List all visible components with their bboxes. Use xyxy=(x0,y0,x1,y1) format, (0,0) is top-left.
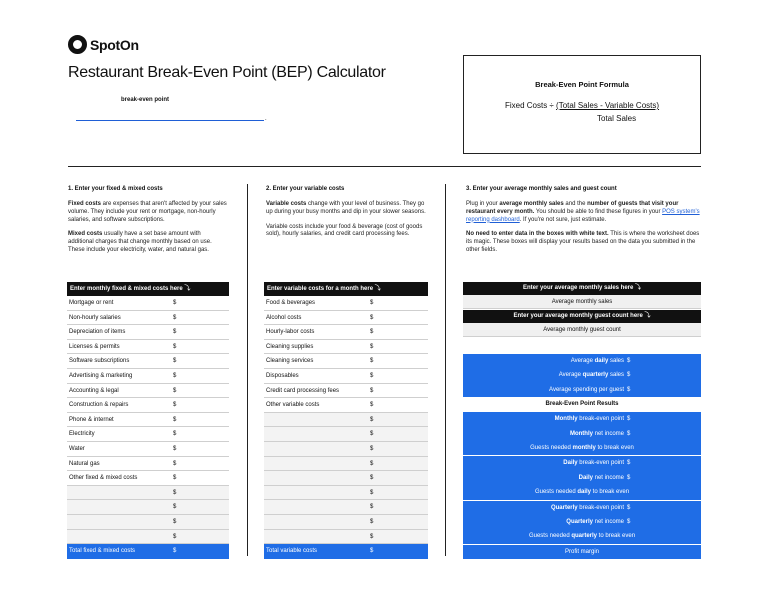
page-title: Restaurant Break-Even Point (BEP) Calculator xyxy=(68,64,386,81)
avg-daily-sales: Average daily sales $ xyxy=(570,358,631,364)
variable-costs-table-header: Enter variable costs for a month here ⤵ xyxy=(264,282,428,296)
sales-intro xyxy=(466,186,700,262)
quarterly-guests-needed: Guests needed quarterly to break even xyxy=(528,533,636,540)
fixed-cost-row-label xyxy=(67,486,173,500)
bep-label: break-even point xyxy=(121,97,170,103)
formula-denominator-group: (Total Sales - Variable Costs) xyxy=(556,101,660,110)
fixed-cost-row-label: Phone & internet xyxy=(69,416,114,423)
monthly-guests-needed: Guests needed monthly to break even xyxy=(530,444,634,451)
fixed-cost-row-label xyxy=(67,515,173,529)
fixed-cost-row xyxy=(67,515,229,530)
fixed-cost-amount-input[interactable]: $ xyxy=(173,343,177,350)
fixed-cost-row xyxy=(67,500,229,515)
fixed-cost-row xyxy=(67,413,229,428)
variable-cost-row-label: Cleaning services xyxy=(266,358,314,365)
fixed-cost-amount-input[interactable]: $ xyxy=(173,489,177,496)
variable-cost-row xyxy=(264,515,428,530)
variable-cost-amount-input[interactable]: $ xyxy=(370,489,374,496)
spoton-logo xyxy=(68,35,139,54)
fixed-cost-row xyxy=(67,398,229,413)
fixed-cost-row-label: Water xyxy=(69,445,85,452)
sales-desc: Plug in your average monthly sales and the number of guests that visit your restaurant every month. You should be able to find these figures in your POS system's reporting dashboard. If you're not sure, just estimate. xyxy=(466,201,700,223)
fixed-cost-amount-input[interactable]: $ xyxy=(173,314,177,321)
fixed-cost-row xyxy=(67,296,229,311)
variable-cost-row-label xyxy=(264,413,370,427)
monthly-net-income: Monthly net income $ xyxy=(569,430,631,437)
variable-cost-amount-input[interactable]: $ xyxy=(370,329,374,336)
variable-cost-row xyxy=(264,398,428,413)
fixed-cost-amount-input[interactable]: $ xyxy=(173,445,177,452)
fixed-cost-row xyxy=(67,442,229,457)
fixed-cost-amount-input[interactable]: $ xyxy=(173,533,177,540)
fixed-cost-row-label: Other fixed & mixed costs xyxy=(69,475,138,482)
variable-cost-row xyxy=(264,311,428,326)
fixed-cost-row-label: Depreciation of items xyxy=(69,329,126,336)
results-block xyxy=(463,354,701,559)
monthly-bep: Monthly break-even point $ xyxy=(554,416,631,423)
fixed-cost-row-label xyxy=(67,530,173,544)
fixed-cost-amount-input[interactable]: $ xyxy=(173,329,177,336)
fixed-cost-row-label: Non-hourly salaries xyxy=(69,314,121,321)
fixed-cost-row-label: Construction & repairs xyxy=(69,402,129,409)
fixed-cost-row xyxy=(67,427,229,442)
pos-dashboard-link[interactable]: POS system's reporting dashboard xyxy=(466,208,700,223)
variable-cost-row-label: Other variable costs xyxy=(266,402,320,409)
variable-cost-amount-input[interactable]: $ xyxy=(370,300,374,306)
avg-spend-per-guest: Average spending per guest $ xyxy=(549,386,631,393)
variable-cost-row xyxy=(264,427,428,442)
variable-cost-row xyxy=(264,384,428,399)
spoton-logo-icon xyxy=(68,35,87,54)
quarterly-bep: Quarterly break-even point $ xyxy=(550,504,631,511)
mixed-costs-desc: Mixed costs usually have a set base amount with additional charges that change monthly based on use. These include your electricity, water, and natural gas. xyxy=(68,231,212,253)
daily-net-income: Daily net income $ xyxy=(578,474,631,481)
variable-cost-row xyxy=(264,369,428,384)
fixed-cost-amount-input[interactable]: $ xyxy=(173,504,177,511)
variable-cost-row-label: Food & beverages xyxy=(266,300,316,306)
variable-cost-row-label xyxy=(264,486,370,500)
daily-bep: Daily break-even point $ xyxy=(563,460,631,467)
fixed-cost-row-label: Electricity xyxy=(69,431,95,438)
quarterly-net-income: Quarterly net income $ xyxy=(566,518,631,525)
variable-cost-amount-input[interactable]: $ xyxy=(370,358,374,365)
avg-monthly-sales-input[interactable]: Average monthly sales xyxy=(463,295,701,309)
column-divider-2 xyxy=(445,184,446,556)
fixed-costs-table-header: Enter monthly fixed & mixed costs here ⤵ xyxy=(67,282,229,296)
variable-cost-row-label xyxy=(264,427,370,441)
fixed-cost-row-label: Software subscriptions xyxy=(69,358,130,365)
avg-quarterly-sales: Average quarterly sales $ xyxy=(558,372,631,379)
fixed-cost-row xyxy=(67,354,229,369)
fixed-cost-row xyxy=(67,530,229,545)
sales-input-block xyxy=(463,282,701,337)
variable-cost-amount-input[interactable]: $ xyxy=(370,475,374,482)
variable-cost-amount-input[interactable]: $ xyxy=(370,372,374,379)
sales-heading: 3. Enter your average monthly sales and guest count xyxy=(466,186,617,192)
brand-name: SpotOn xyxy=(90,36,139,53)
variable-cost-row-label xyxy=(264,457,370,471)
variable-cost-amount-input[interactable]: $ xyxy=(370,314,374,321)
variable-cost-amount-input[interactable]: $ xyxy=(370,504,374,511)
formula-box xyxy=(463,55,701,154)
variable-costs-examples: Variable costs include your food & beverage (cost of goods sold), hourly salaries, and credit card processing fees. xyxy=(266,223,423,238)
formula-divisor: Total Sales xyxy=(597,114,637,123)
fixed-cost-row xyxy=(67,325,229,340)
variable-cost-row-label: Hourly-labor costs xyxy=(266,329,315,336)
variable-cost-amount-input[interactable]: $ xyxy=(370,445,374,452)
fixed-cost-amount-input[interactable]: $ xyxy=(173,475,177,482)
daily-guests-needed: Guests needed daily to break even xyxy=(534,489,630,496)
results-note: No need to enter data in the boxes with white text. This is where the worksheet does its magic. These boxes will display your results based on the data you submitted in the other fields. xyxy=(466,231,700,253)
variable-cost-row xyxy=(264,530,428,545)
fixed-cost-row xyxy=(67,384,229,399)
fixed-cost-row xyxy=(67,311,229,326)
results-title: Break-Even Point Results xyxy=(463,397,701,412)
variable-cost-row-label: Disposables xyxy=(266,372,299,379)
fixed-costs-intro xyxy=(68,186,228,262)
fixed-cost-row xyxy=(67,471,229,486)
formula-line xyxy=(464,101,700,110)
variable-cost-amount-input[interactable]: $ xyxy=(370,460,374,467)
variable-cost-row-label: Cleaning supplies xyxy=(266,343,314,350)
variable-costs-table xyxy=(264,282,428,559)
fixed-cost-amount-input[interactable]: $ xyxy=(173,460,177,467)
fixed-cost-amount-input[interactable]: $ xyxy=(173,416,177,423)
variable-cost-row xyxy=(264,500,428,515)
variable-cost-amount-input[interactable]: $ xyxy=(370,343,374,350)
fixed-cost-row-label xyxy=(67,500,173,514)
fixed-cost-amount-input[interactable]: $ xyxy=(173,372,177,379)
guest-count-header: Enter your average monthly guest count here ⤵ xyxy=(463,310,701,323)
fixed-costs-heading: 1. Enter your fixed & mixed costs xyxy=(68,186,163,192)
fixed-cost-row xyxy=(67,457,229,472)
variable-cost-row-label xyxy=(264,471,370,485)
fixed-cost-amount-input[interactable]: $ xyxy=(173,431,177,438)
variable-costs-intro xyxy=(266,186,426,246)
variable-cost-row-label: Credit card processing fees xyxy=(266,387,340,394)
fixed-cost-row-label: Mortgage or rent xyxy=(69,300,114,306)
variable-costs-heading: 2. Enter your variable costs xyxy=(266,186,345,192)
variable-cost-amount-input[interactable]: $ xyxy=(370,431,374,438)
variable-cost-amount-input[interactable]: $ xyxy=(370,533,374,540)
fixed-cost-row-label: Natural gas xyxy=(69,460,100,467)
fixed-cost-row xyxy=(67,486,229,501)
variable-costs-desc: Variable costs change with your level of business. They go up during your busy months and dip in your slower seasons. xyxy=(266,201,426,215)
variable-cost-total-label: Total variable costs xyxy=(266,548,318,555)
fixed-cost-amount-input[interactable]: $ xyxy=(173,387,177,394)
variable-cost-row-label: Alcohol costs xyxy=(266,314,302,321)
variable-cost-row-label xyxy=(264,515,370,529)
variable-cost-row xyxy=(264,340,428,355)
fixed-cost-row xyxy=(67,369,229,384)
variable-cost-row xyxy=(264,296,428,311)
fixed-cost-amount-input[interactable]: $ xyxy=(173,358,177,365)
sales-header: Enter your average monthly sales here ⤵ xyxy=(463,282,701,295)
bep-value-field[interactable] xyxy=(76,120,264,121)
column-divider-1 xyxy=(247,184,248,556)
fixed-cost-amount-input[interactable]: $ xyxy=(173,300,177,306)
variable-cost-row xyxy=(264,486,428,501)
fixed-cost-total-label: Total fixed & mixed costs xyxy=(69,548,136,555)
variable-cost-amount-input[interactable]: $ xyxy=(370,402,374,409)
variable-cost-row xyxy=(264,354,428,369)
variable-cost-row-label xyxy=(264,530,370,544)
fixed-cost-row-label: Advertising & marketing xyxy=(69,372,133,379)
variable-cost-row xyxy=(264,325,428,340)
variable-cost-row xyxy=(264,457,428,472)
fixed-cost-row-label: Accounting & legal xyxy=(69,387,119,394)
fixed-cost-amount-input[interactable]: $ xyxy=(173,518,177,525)
fixed-cost-amount-input[interactable]: $ xyxy=(173,402,177,409)
fixed-costs-table xyxy=(67,282,229,559)
fixed-costs-desc: Fixed costs are expenses that aren't affected by your sales volume. They include your rent or mortgage, non-hourly salaries, and software subscriptions. xyxy=(68,201,227,223)
fixed-cost-total-value: $ xyxy=(173,548,177,555)
variable-cost-row xyxy=(264,471,428,486)
variable-cost-row xyxy=(264,413,428,428)
variable-cost-amount-input[interactable]: $ xyxy=(370,518,374,525)
profit-margin: Profit margin xyxy=(564,548,599,555)
variable-cost-amount-input[interactable]: $ xyxy=(370,387,374,394)
fixed-cost-row-label: Licenses & permits xyxy=(69,343,120,350)
variable-cost-total-row xyxy=(264,544,428,559)
variable-cost-row xyxy=(264,442,428,457)
variable-cost-total-value: $ xyxy=(370,548,374,555)
avg-monthly-guest-input[interactable]: Average monthly guest count xyxy=(463,323,701,337)
fixed-cost-total-row xyxy=(67,544,229,559)
formula-numerator: Fixed Costs ÷ xyxy=(504,101,554,110)
section-divider xyxy=(68,166,701,167)
formula-title: Break-Even Point Formula xyxy=(535,80,629,89)
variable-cost-amount-input[interactable]: $ xyxy=(370,416,374,423)
variable-cost-row-label xyxy=(264,442,370,456)
bep-dot: . xyxy=(265,116,267,122)
fixed-cost-row xyxy=(67,340,229,355)
variable-cost-row-label xyxy=(264,500,370,514)
